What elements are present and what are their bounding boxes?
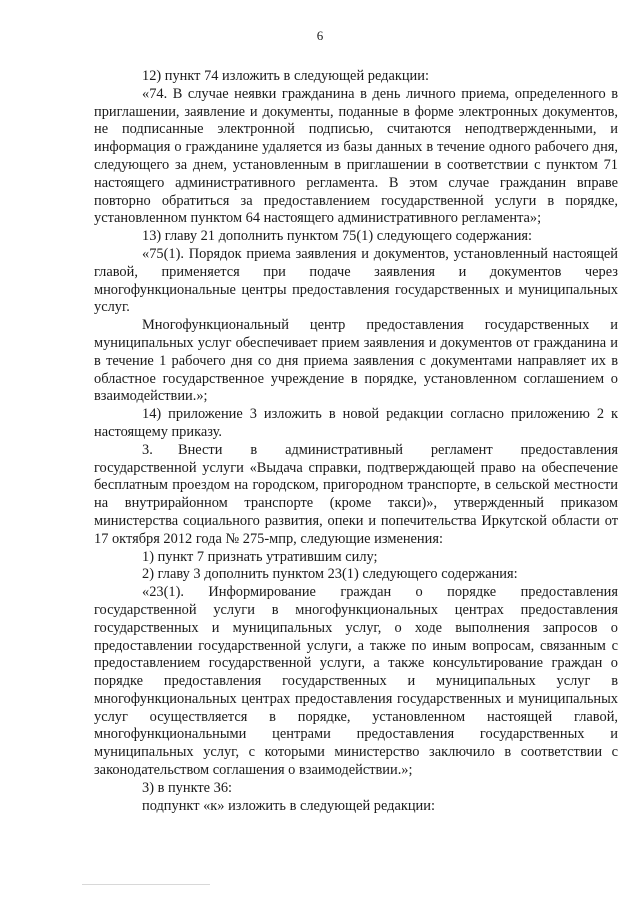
paragraph-subitem-3: 3) в пункте 36: [142, 779, 233, 796]
paragraph-subpoint-k: подпункт «к» изложить в следующей редакции: [142, 797, 435, 814]
paragraph-item-14: 14) приложение 3 изложить в новой редакции согласно приложению 2 к настоящему приказу. [94, 406, 618, 440]
document-body [94, 68, 618, 815]
paragraph-item-12: 12) пункт 74 изложить в следующей редакции: [142, 68, 429, 84]
paragraph-mfc-reception: Многофункциональный центр предоставления государственных и муниципальных услуг обеспечивает прием заявления и документов от гражданина и в течение 1 рабочего дня со дня приема заявления с документами направляет их в областное государственное учреждение в порядке, установленном соглашением о взаимодействии.»; [94, 317, 618, 405]
paragraph-subitem-1: 1) пункт 7 признать утратившим силу; [142, 548, 378, 565]
paragraph-section-3 [94, 442, 618, 549]
paragraph-item-13: 13) главу 21 дополнить пунктом 75(1) следующего содержания: [142, 228, 533, 245]
paragraph-clause-74: «74. В случае неявки гражданина в день личного приема, определенного в приглашении, заявление и документы, поданные в форме электронных документов, не подписанные электронной подписью, считаются неподтвержденными, и информация о гражданине удаляется из базы данных в течение одного рабочего дня, следующего за днем, установленным в приглашении в соответствии с пунктом 71 настоящего административного регламента. В этом случае гражданин вправе повторно обратиться за предоставлением государственной услуги в порядке, установленном пунктом 64 настоящего административного регламента»; [94, 85, 618, 227]
section-3-text: Внести в административный регламент предоставления государственной услуги «Выдача справки, подтверждающей право на обеспечение бесплатным проездом на городском, пригородном транспорте, в сельской местности на внутрирайонном транспорте (кроме такси)», утвержденный приказом министерства социального развития, опеки и попечительства Иркутской области от 17 октября 2012 года № 275-мпр, следующие изменения: [94, 441, 618, 547]
paragraph-clause-23-1: «23(1). Информирование граждан о порядке предоставления государственной услуги в многофункциональных центрах предоставления государственных и муниципальных услуг, о ходе выполнения запросов о предоставлении государственной услуги, а также по иным вопросам, связанным с предоставлением государственной услуги, а также консультирование граждан о порядке предоставления государственных и муниципальных услуг в многофункциональных центрах предоставления государственных и муниципальных услуг осуществляется в порядке, установленном настоящей главой, многофункциональными центрами предоставления государственных и муниципальных услуг, с которыми министерство заключило в соответствии с законодательством соглашения о взаимодействии.»; [94, 584, 618, 779]
section-number: 3. [142, 441, 153, 458]
page-number: 6 [316, 28, 324, 43]
scan-edge-line [82, 884, 210, 885]
paragraph-subitem-2: 2) главу 3 дополнить пунктом 23(1) следующего содержания: [142, 566, 518, 583]
paragraph-clause-75-1: «75(1). Порядок приема заявления и документов, установленный настоящей главой, применяется при подаче заявления и документов через многофункциональные центры предоставления государственных и муниципальных услуг. [94, 245, 618, 316]
